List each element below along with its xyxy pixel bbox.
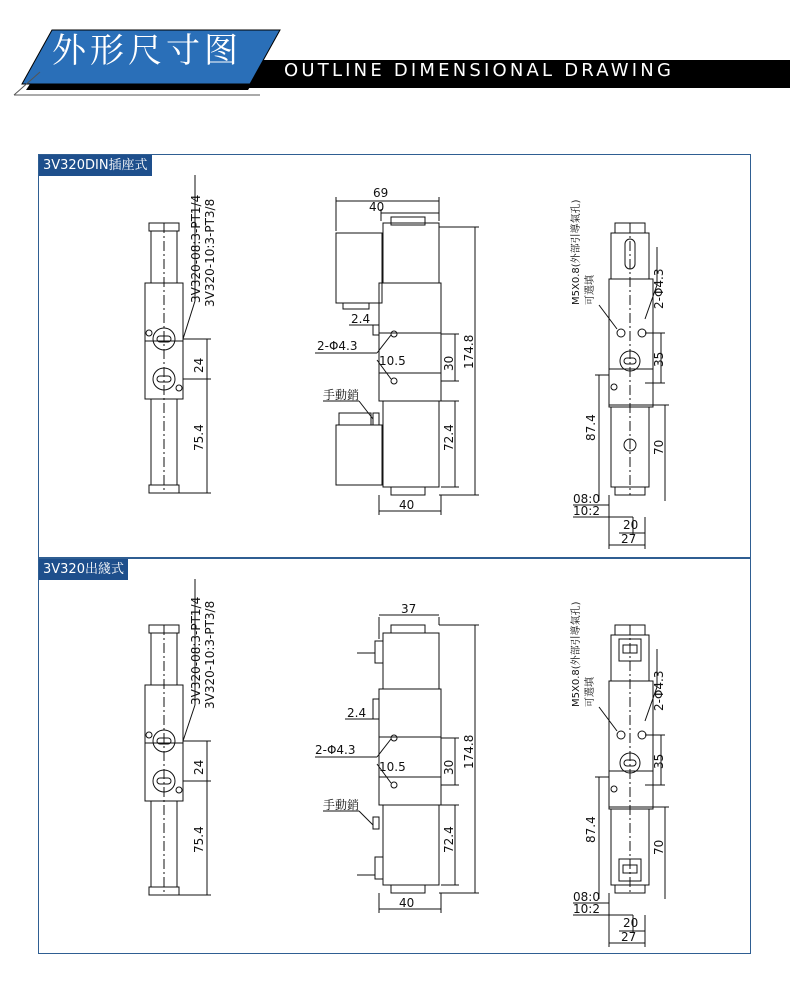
- back-note-main: M5X0.8(外部引導氣孔): [571, 199, 582, 305]
- back-note-sub: 可選填: [585, 275, 596, 305]
- port-label-1: 3V320-08:3-PT1/4: [189, 596, 203, 705]
- back-note-sub: 可選填: [585, 677, 596, 707]
- dim-side-width-bottom: 40: [399, 498, 415, 512]
- dim-back-width-a: 20: [623, 518, 639, 532]
- dim-back-holes: 2-Φ4.3: [652, 268, 666, 309]
- back-view: [609, 223, 653, 495]
- dim-side-width-mid: 40: [369, 200, 385, 214]
- section-label: 3V320出綫式: [39, 559, 128, 580]
- dim-back-width-b: 27: [621, 532, 637, 546]
- dim-back-height-b: 70: [652, 439, 666, 455]
- dim-side-holes: 2-Φ4.3: [317, 339, 358, 353]
- back-port-b: 10:2: [573, 902, 600, 916]
- dim-front-pitch: 24: [192, 357, 206, 373]
- dim-side-hole-pitch: 10.5: [379, 760, 406, 774]
- back-view: [609, 625, 653, 893]
- din-drawing: [39, 155, 752, 559]
- front-view: [145, 223, 183, 493]
- wire-drawing: [39, 559, 752, 955]
- dim-side-total-height: 174.8: [462, 734, 476, 769]
- dim-front-length: 75.4: [192, 826, 206, 853]
- manual-override-label: 手動銷: [323, 388, 360, 402]
- section-din-connector: [38, 154, 751, 558]
- dim-side-offset: 2.4: [347, 706, 367, 720]
- dim-side-holes: 2-Φ4.3: [315, 743, 356, 757]
- dim-back-pitch: 35: [652, 351, 666, 367]
- page-subtitle: OUTLINE DIMENSIONAL DRAWING: [284, 60, 675, 81]
- dim-side-width-top: 37: [401, 602, 417, 616]
- dim-side-hole-span: 30: [442, 355, 456, 371]
- back-port-a: 08:0: [573, 890, 600, 904]
- dim-side-width-top: 69: [373, 186, 389, 200]
- dim-back-height-a: 87.4: [584, 414, 598, 441]
- dim-back-pitch: 35: [652, 753, 666, 769]
- dim-back-height-a: 87.4: [584, 816, 598, 843]
- dim-side-offset: 2.4: [351, 312, 371, 326]
- dim-side-lower-height: 72.4: [442, 826, 456, 853]
- dim-side-total-height: 174.8: [462, 334, 476, 369]
- front-view: [145, 625, 183, 895]
- page-title: 外形尺寸图: [52, 31, 242, 71]
- dim-back-holes: 2-Φ4.3: [652, 670, 666, 711]
- dim-back-width-b: 27: [621, 930, 637, 944]
- back-note-main: M5X0.8(外部引導氣孔): [571, 601, 582, 707]
- dim-back-width-a: 20: [623, 916, 639, 930]
- dim-back-height-b: 70: [652, 839, 666, 855]
- port-label-2: 3V320-10:3-PT3/8: [203, 600, 217, 709]
- back-port-a: 08:0: [573, 492, 600, 506]
- dim-side-lower-height: 72.4: [442, 424, 456, 451]
- dim-side-hole-span: 30: [442, 759, 456, 775]
- port-label-2: 3V320-10:3-PT3/8: [203, 198, 217, 307]
- section-label: 3V320DIN插座式: [39, 155, 152, 176]
- dim-front-pitch: 24: [192, 759, 206, 775]
- port-label-1: 3V320-08:3-PT1/4: [189, 194, 203, 303]
- manual-override-label: 手動銷: [323, 798, 360, 812]
- dim-side-width-bottom: 40: [399, 896, 415, 910]
- back-port-b: 10:2: [573, 504, 600, 518]
- header-banner: [0, 0, 790, 100]
- section-wire-lead: [38, 558, 751, 954]
- dim-side-hole-pitch: 10.5: [379, 354, 406, 368]
- side-view: [357, 625, 441, 893]
- dim-front-length: 75.4: [192, 424, 206, 451]
